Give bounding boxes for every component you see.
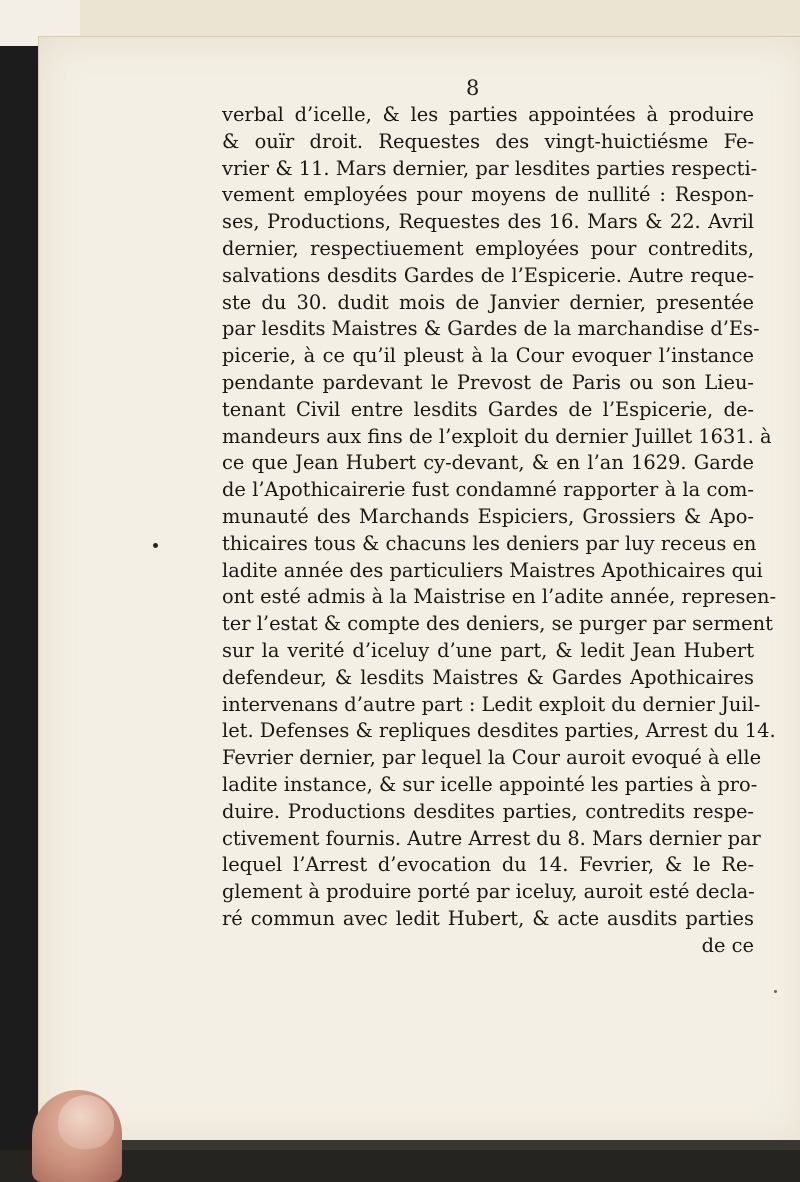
text-line: verbal d’icelle, & les parties appointées à produire: [222, 103, 754, 126]
text-line: ter l’estat & compte des deniers, se purger par serment: [222, 612, 773, 636]
text-line: lequel l’Arrest d’evocation du 14. Fevrier, & le Re-: [222, 853, 754, 877]
text-line: ré commun avec ledit Hubert, & acte ausdits parties: [222, 906, 754, 930]
text-line: vement employées pour moyens de nullité : Respon-: [222, 183, 754, 207]
text-line: pendante pardevant le Prevost de Paris ou son Lieu-: [222, 370, 754, 394]
text-line: de l’Apothicairerie fust condamné rapporter à la com-: [222, 478, 754, 502]
back-page-edge: [75, 0, 800, 41]
text-line: glement à produire porté par iceluy, auroit esté decla-: [222, 880, 755, 904]
text-line: thicaires tous & chacuns les deniers par luy receus en: [222, 531, 757, 555]
text-line: ce que Jean Hubert cy-devant, & en l’an 1629. Garde: [222, 451, 754, 475]
text-line: par lesdits Maistres & Gardes de la marchandise d’Es-: [222, 317, 760, 341]
text-line: let. Defenses & repliques desdites parties, Arrest du 14.: [222, 719, 776, 743]
text-line: vrier & 11. Mars dernier, par lesdites parties respecti-: [222, 156, 758, 180]
margin-ink-dot: [153, 543, 158, 548]
text-line: ctivement fournis. Autre Arrest du 8. Mars dernier par: [222, 826, 761, 850]
text-line: salvations desdits Gardes de l’Espicerie. Autre reque-: [222, 263, 754, 287]
text-line: intervenans d’autre part : Ledit exploit du dernier Juil-: [222, 692, 761, 716]
text-line: defendeur, & lesdits Maistres & Gardes Apothicaires: [222, 665, 754, 689]
text-line: dernier, respectiuement employées pour contredits,: [222, 236, 754, 260]
text-line: ont esté admis à la Maistrise en l’adite année, represen-: [222, 585, 777, 609]
margin-ink-dot: [774, 990, 777, 993]
text-line: tenant Civil entre lesdits Gardes de l’Espicerie, de-: [222, 397, 754, 421]
text-line: munauté des Marchands Espiciers, Grossiers & Apo-: [222, 504, 754, 528]
text-line: Fevrier dernier, par lequel la Cour auroit evoqué à elle: [222, 746, 762, 770]
body-text: [222, 102, 777, 960]
text-line: ladite instance, & sur icelle appointé les parties à pro-: [222, 772, 758, 796]
text-line: ses, Productions, Requestes des 16. Mars & 22. Avril: [222, 210, 754, 234]
text-line: mandeurs aux fins de l’exploit du dernier Juillet 1631. à: [222, 424, 772, 448]
page-number: 8: [466, 76, 480, 100]
text-line: picerie, à ce qu’il pleust à la Cour evoquer l’instance: [222, 344, 754, 368]
text-line: ladite année des particuliers Maistres Apothicaires qui: [222, 558, 763, 582]
thumbnail-nail: [58, 1095, 114, 1149]
text-line: duire. Productions desdites parties, contredits respe-: [222, 799, 754, 823]
catchword: de ce: [701, 933, 754, 957]
text-line: sur la verité d’iceluy d’une part, & ledit Jean Hubert: [222, 638, 754, 662]
text-line: ste du 30. dudit mois de Janvier dernier, presentée: [222, 290, 754, 314]
text-line: & ouïr droit. Requestes des vingt-huictiésme Fe-: [222, 129, 754, 153]
